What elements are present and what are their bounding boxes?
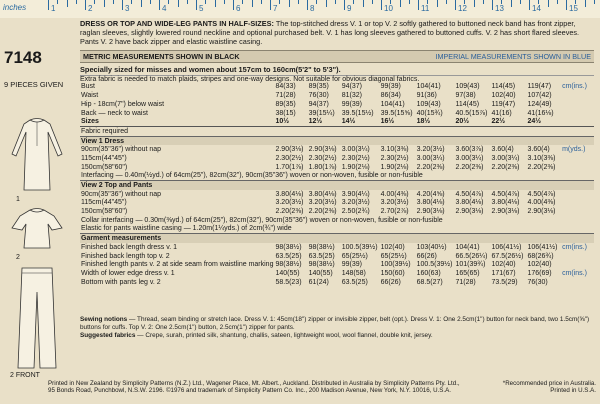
- figure-pants: [6, 264, 68, 374]
- table-cell: 3.60(4): [527, 146, 550, 154]
- ruler-minor-tick: [437, 0, 438, 7]
- ruler-minor-tick: [520, 0, 521, 4]
- description-body: The top-stitched dress V. 1 or top V. 2 softly gathered to buttoned neck band has front zipper, raglan sleeves, slightly lowered round neckline and optional purchased belt. V. 1 has long sleeves gathered to buttoned cuffs. V. 2 has short flared sleeves. Pants V. 2 have back zipper and elastic waistline casing.: [80, 19, 580, 47]
- unit-cell: [561, 91, 594, 100]
- view2-fabric-row: [80, 207, 594, 216]
- table-cell: 103(40½): [416, 243, 447, 251]
- table-cell: 40.5(15⅞): [455, 109, 488, 117]
- ruler-minor-tick: [557, 0, 558, 4]
- ruler-minor-tick: [215, 0, 216, 7]
- table-cell: 41(16⅛): [527, 109, 554, 117]
- ruler-minor-tick: [205, 0, 206, 4]
- body-measure-row: [80, 83, 594, 92]
- unit-cell: cm(ins.): [562, 83, 587, 91]
- table-cell: 106(41½): [491, 243, 522, 251]
- pattern-number: 7148: [4, 48, 42, 67]
- view2-elastic-text: Elastic for pants waistline casing — 1.20m(1¼yds.) of 2cm(¾") wide: [81, 225, 292, 233]
- row-label: Sizes: [80, 117, 274, 126]
- recommended-price: *Recommended price in Australia.: [502, 380, 596, 387]
- ruler-minor-tick: [585, 0, 586, 7]
- extra-fabric-note: Extra fabric is needed to match plaids, stripes and one-way designs. Not suitable for obvious diagonal fabrics.: [80, 75, 594, 83]
- unit-cell: [561, 278, 594, 287]
- table-cell: 2.20(2⅜): [455, 163, 484, 171]
- row-label: Finished back length top v. 2: [81, 252, 170, 260]
- table-cell: 100.5(39½): [416, 261, 453, 269]
- table-cell: 76(30): [308, 92, 329, 100]
- table-cell: 84(33): [275, 83, 296, 91]
- garment-heading: [80, 234, 594, 243]
- footer-line-1: Printed in New Zealand by Simplicity Patterns (N.Z.) Ltd., Wagener Place, Mt. Albert., Auckland. Distributed in Australia by Simplicity Patterns Pty. Ltd.,: [48, 380, 460, 387]
- table-cell: 67.5(26½): [491, 252, 524, 260]
- table-cell: 63.5(25): [275, 252, 302, 260]
- ruler-number: 10: [384, 4, 393, 13]
- row-label: Bust: [81, 83, 96, 91]
- unit-cell: [561, 117, 594, 126]
- ruler-minor-tick: [252, 0, 253, 7]
- ruler-minor-tick: [131, 0, 132, 4]
- suggested-fabrics: Suggested fabrics — Crepe, surah, printed silk, shantung, challis, sateen, lightweight wool, wool flannel, double knit, jersey.: [80, 332, 433, 339]
- view2-collar-text: Collar interfacing — 0.30m(⅜yd.) of 64cm(25"), 82cm(32"), 90cm(35"36") woven or non-woven, fusible or non-fusible: [81, 216, 443, 224]
- table-cell: 61(24): [308, 278, 329, 286]
- table-cell: 3.00(3¼): [491, 154, 520, 162]
- table-cell: 89(35): [308, 83, 329, 91]
- ruler-minor-tick: [400, 0, 401, 7]
- table-cell: 41(16): [491, 109, 512, 117]
- table-cell: 65(25½): [380, 252, 407, 260]
- description: [80, 19, 594, 47]
- table-cell: 81(32): [341, 92, 362, 100]
- table-cell: 4.50(4⅞): [491, 190, 520, 198]
- table-cell: 107(42): [527, 92, 552, 100]
- view2-elastic: [80, 225, 594, 234]
- footer-right: [503, 380, 596, 395]
- table-cell: 58.5(23): [275, 278, 302, 286]
- ruler-minor-tick: [141, 0, 142, 7]
- measurement-table: [80, 83, 594, 287]
- table-cell: 114(45): [491, 83, 516, 91]
- ruler-minor-tick: [298, 0, 299, 4]
- table-cell: 91(36): [416, 92, 437, 100]
- ruler-tick: [455, 0, 456, 10]
- ruler-minor-tick: [409, 0, 410, 4]
- table-cell: 98(38½): [308, 243, 335, 251]
- table-cell: 104(41): [416, 83, 441, 91]
- ruler-number: 6: [236, 4, 241, 13]
- pants-sketch-icon: [6, 264, 68, 374]
- table-cell: 165(65): [455, 269, 480, 277]
- table-cell: 3.60(4): [491, 146, 514, 154]
- ruler-minor-tick: [474, 0, 475, 7]
- table-cell: 3.20(3½): [275, 199, 304, 207]
- special-sizing: Specially sized for misses and women about 157cm to 160cm(5'2" to 5'3").: [80, 64, 341, 74]
- garment-row: [80, 260, 594, 269]
- figure-label-1: 1: [16, 196, 20, 203]
- publisher-footer: [48, 380, 596, 395]
- ruler-minor-tick: [353, 0, 354, 4]
- garment-heading-text: Garment measurements: [80, 234, 594, 243]
- main-content: [80, 19, 594, 286]
- ruler-minor-tick: [150, 0, 151, 4]
- table-cell: 2.20(2⅜): [416, 163, 445, 171]
- table-cell: 39.5(15½): [341, 109, 374, 117]
- view1-heading: [80, 136, 594, 145]
- table-cell: 38(15): [275, 109, 296, 117]
- ruler-tick: [270, 0, 271, 10]
- ruler-tick: [196, 0, 197, 10]
- table-cell: 66.5(26¼): [455, 252, 488, 260]
- table-cell: 140(55): [275, 269, 300, 277]
- ruler-minor-tick: [67, 0, 68, 7]
- view2-heading-text: View 2 Top and Pants: [80, 181, 594, 190]
- table-cell: 1.80(1⅞): [308, 163, 337, 171]
- notes-footer: [80, 316, 594, 340]
- table-cell: 68(26¾): [527, 252, 554, 260]
- view2-collar: [80, 216, 594, 225]
- ruler-minor-tick: [242, 0, 243, 4]
- ruler-minor-tick: [279, 0, 280, 4]
- table-cell: 2.30(2½): [380, 154, 409, 162]
- printed-in: Printed in U.S.A.: [550, 387, 596, 395]
- table-cell: 100(39½): [380, 261, 411, 269]
- table-cell: 102(40): [491, 92, 516, 100]
- table-cell: 14½: [341, 117, 380, 126]
- table-cell: 119(47): [491, 100, 516, 108]
- table-cell: 3.20(3½): [308, 199, 337, 207]
- table-cell: 124(49): [527, 100, 552, 108]
- table-cell: 3.20(3½): [341, 199, 370, 207]
- metric-bar: [80, 50, 594, 63]
- ruler-minor-tick: [57, 0, 58, 4]
- body-measure-row: [80, 109, 594, 118]
- row-label: Bottom with pants leg v. 2: [81, 278, 161, 286]
- ruler-minor-tick: [363, 0, 364, 7]
- table-cell: 1.90(2⅛): [380, 163, 409, 171]
- fabric-required-heading: [80, 127, 594, 137]
- unit-cell: [561, 260, 594, 269]
- table-cell: 3.90(4¼): [341, 190, 370, 198]
- table-cell: 119(47): [527, 83, 552, 91]
- view1-interfacing: [80, 171, 594, 180]
- view1-heading-text: View 1 Dress: [80, 136, 594, 145]
- view1-fabric-row: [80, 154, 594, 163]
- table-cell: 104(41): [380, 100, 405, 108]
- footer-line-2: 95 Bonds Road, Punchbowl, N.S.W. 2196. ©1976 and trademark of Simplicity Pattern Co. Inc., 200 Madison Avenue, New York, N.Y. 10016, U.S.A.: [48, 387, 451, 395]
- table-cell: 73.5(29): [491, 278, 518, 286]
- row-label: Finished back length dress v. 1: [81, 243, 177, 251]
- table-cell: 2.90(3⅛): [275, 146, 304, 154]
- row-label: 150cm(58"60"): [81, 163, 128, 171]
- table-cell: 4.00(4⅜): [527, 199, 556, 207]
- table-cell: 3.10(3⅜): [380, 146, 409, 154]
- table-cell: 20½: [455, 117, 491, 126]
- table-cell: 4.50(4⅞): [527, 190, 556, 198]
- ruler-tick: [566, 0, 567, 10]
- table-cell: 86(34): [380, 92, 401, 100]
- table-cell: 22½: [491, 117, 527, 126]
- left-column: [0, 18, 76, 378]
- ruler-minor-tick: [335, 0, 336, 4]
- ruler-number: 12: [458, 4, 467, 13]
- table-cell: 101(39¾): [455, 261, 486, 269]
- table-cell: 24½: [527, 117, 562, 126]
- dress-back-sketch-icon: [6, 116, 68, 194]
- metric-label: METRIC MEASUREMENTS SHOWN IN BLACK: [83, 51, 240, 61]
- unit-cell: [561, 207, 594, 216]
- unit-cell: [561, 252, 594, 261]
- ruler-number: 3: [125, 4, 130, 13]
- garment-row: [80, 278, 594, 287]
- row-label: 90cm(35"36") without nap: [81, 190, 162, 198]
- ruler-tick: [307, 0, 308, 10]
- ruler-minor-tick: [511, 0, 512, 7]
- table-cell: 40(15¾): [416, 109, 443, 117]
- table-cell: 3.10(3⅜): [527, 154, 556, 162]
- table-cell: 109(43): [416, 100, 441, 108]
- ruler-tick: [85, 0, 86, 10]
- table-cell: 3.80(4⅛): [455, 199, 484, 207]
- sewing-notions: Sewing notions — Thread, seam binding or stretch lace. Dress V. 1: 45cm(18") zipper or invisible zipper, belt (opt.). Dress V. 1: One 2.5cm(1") button for neck band, two 1.5cm(⅝") buttons for cuffs. Top V. 2: One 2.5cm(1") button, 2.5cm(1") zipper for pants.: [80, 316, 590, 331]
- table-cell: 89(35): [275, 100, 296, 108]
- garment-row: [80, 269, 594, 278]
- table-cell: 171(67): [491, 269, 516, 277]
- table-cell: 12½: [308, 117, 341, 126]
- table-cell: 1.70(1⅞): [275, 163, 304, 171]
- table-cell: 150(60): [380, 269, 405, 277]
- table-cell: 1.90(2⅛): [341, 163, 370, 171]
- imperial-label: IMPERIAL MEASUREMENTS SHOWN IN BLUE: [435, 51, 591, 61]
- table-cell: 102(40): [491, 261, 516, 269]
- table-cell: 3.60(3⅞): [455, 146, 484, 154]
- row-label: 115cm(44"45"): [81, 154, 127, 162]
- unit-cell: [561, 154, 594, 163]
- ruler-number: 5: [199, 4, 204, 13]
- table-cell: 39.5(15⅝): [380, 109, 413, 117]
- table-cell: 3.20(3½): [416, 146, 445, 154]
- row-label: Waist: [81, 92, 99, 100]
- unit-cell: [561, 163, 594, 172]
- table-cell: 39(15¼): [308, 109, 335, 117]
- table-cell: 99(39): [380, 83, 401, 91]
- table-cell: 63.5(25): [341, 278, 368, 286]
- fabric-required-heading-text: Fabric required: [81, 127, 129, 135]
- table-cell: 99(39): [341, 100, 362, 108]
- unit-cell: [561, 190, 594, 199]
- table-cell: 4.00(4⅜): [380, 190, 409, 198]
- ruler-minor-tick: [178, 0, 179, 7]
- row-label: Finished length pants v. 2 at side seam from waistline marking: [81, 261, 274, 269]
- ruler-label: inches: [3, 3, 27, 12]
- row-label: Hip - 18cm(7") below waist: [81, 100, 165, 108]
- figure-label-2-front: 2 FRONT: [10, 372, 40, 379]
- ruler-number: 2: [88, 4, 93, 13]
- unit-cell: m(yds.): [562, 146, 586, 154]
- view1-fabric-row: [80, 145, 594, 154]
- table-cell: 114(45): [455, 100, 480, 108]
- ruler-tick: [492, 0, 493, 10]
- ruler-minor-tick: [187, 0, 188, 4]
- body-measure-row: [80, 91, 594, 100]
- table-cell: 2.20(2⅜): [308, 208, 337, 216]
- table-cell: 66(26): [416, 252, 437, 260]
- table-cell: 71(28): [275, 92, 296, 100]
- ruler-minor-tick: [316, 0, 317, 4]
- ruler-tick: [122, 0, 123, 10]
- table-cell: 98(38½): [308, 261, 335, 269]
- ruler-minor-tick: [326, 0, 327, 7]
- ruler-minor-tick: [372, 0, 373, 4]
- ruler-minor-tick: [483, 0, 484, 4]
- table-cell: 2.20(2⅜): [527, 163, 556, 171]
- table-cell: 2.30(2½): [275, 154, 304, 162]
- ruler-number: 7: [273, 4, 278, 13]
- unit-cell: cm(ins.): [562, 243, 587, 251]
- table-cell: 2.30(2½): [341, 154, 370, 162]
- table-cell: 104(41): [455, 243, 480, 251]
- ruler-minor-tick: [104, 0, 105, 7]
- table-cell: 98(38½): [275, 261, 302, 269]
- table-cell: 100.5(39½): [341, 243, 378, 251]
- ruler-tick: [48, 0, 49, 10]
- view2-fabric-row: [80, 190, 594, 199]
- table-cell: 66(26): [380, 278, 401, 286]
- table-cell: 3.80(4⅛): [416, 199, 445, 207]
- figure-dress-back: [6, 116, 68, 194]
- table-cell: 94(37): [341, 83, 362, 91]
- ruler-number: 13: [495, 4, 504, 13]
- table-cell: 2.20(2⅜): [491, 163, 520, 171]
- unit-cell: [561, 109, 594, 118]
- table-cell: 2.90(3⅛): [491, 208, 520, 216]
- table-cell: 10½: [274, 117, 307, 126]
- table-cell: 71(28): [455, 278, 476, 286]
- table-cell: 2.20(2⅜): [275, 208, 304, 216]
- ruler-minor-tick: [224, 0, 225, 4]
- table-cell: 3.80(4⅛): [275, 190, 304, 198]
- table-cell: 3.20(3½): [380, 199, 409, 207]
- ruler-minor-tick: [446, 0, 447, 4]
- description-title: DRESS OR TOP AND WIDE-LEG PANTS IN HALF-SIZES:: [80, 19, 274, 28]
- ruler-number: 15: [569, 4, 578, 13]
- table-cell: 176(69): [527, 269, 552, 277]
- table-cell: 2.90(3⅛): [308, 146, 337, 154]
- table-cell: 18½: [416, 117, 455, 126]
- row-label: 150cm(58"60"): [81, 208, 128, 216]
- ruler-tick: [344, 0, 345, 10]
- ruler-number: 14: [532, 4, 541, 13]
- ruler-minor-tick: [261, 0, 262, 4]
- table-cell: 4.20(4⅝): [416, 190, 445, 198]
- garment-row: [80, 243, 594, 252]
- figure-top: [6, 206, 68, 252]
- table-cell: 2.70(2⅞): [380, 208, 409, 216]
- unit-cell: [561, 100, 594, 109]
- row-label: 115cm(44"45"): [81, 199, 127, 207]
- table-cell: 94(37): [308, 100, 329, 108]
- ruler-tick: [529, 0, 530, 10]
- ruler-minor-tick: [594, 0, 595, 4]
- ruler-minor-tick: [548, 0, 549, 7]
- pieces-given: 9 PIECES GIVEN: [4, 80, 64, 89]
- table-cell: 4.50(4⅞): [455, 190, 484, 198]
- table-cell: 102(40): [527, 261, 552, 269]
- table-cell: 3.00(3¼): [416, 154, 445, 162]
- unit-cell: [561, 199, 594, 208]
- ruler-tick: [233, 0, 234, 10]
- table-cell: 2.30(2½): [308, 154, 337, 162]
- top-sketch-icon: [6, 206, 68, 252]
- view1-fabric-row: [80, 163, 594, 172]
- table-cell: 65(25½): [341, 252, 368, 260]
- table-cell: 3.00(3¼): [341, 146, 370, 154]
- unit-cell: cm(ins.): [562, 269, 587, 277]
- table-cell: 2.90(3⅛): [416, 208, 445, 216]
- table-cell: 3.80(4⅛): [308, 190, 337, 198]
- table-cell: 148(58): [341, 269, 366, 277]
- ruler-number: 8: [310, 4, 315, 13]
- ruler-minor-tick: [168, 0, 169, 4]
- table-cell: 109(43): [455, 83, 480, 91]
- table-cell: 106(41½): [527, 243, 558, 251]
- table-cell: 98(38½): [275, 243, 302, 251]
- ruler-minor-tick: [289, 0, 290, 7]
- table-cell: 76(30): [527, 278, 548, 286]
- garment-row: [80, 252, 594, 261]
- ruler-number: 4: [162, 4, 167, 13]
- table-cell: 63.5(25): [308, 252, 335, 260]
- ruler-number: 11: [421, 4, 430, 13]
- table-cell: 3.00(3¼): [455, 154, 484, 162]
- ruler-number: 9: [347, 4, 352, 13]
- view2-heading: [80, 181, 594, 190]
- table-cell: 99(39): [341, 261, 362, 269]
- ruler-minor-tick: [94, 0, 95, 4]
- ruler-number: 1: [51, 4, 56, 13]
- table-cell: 3.80(4⅛): [491, 199, 520, 207]
- row-label: Back — neck to waist: [81, 109, 148, 117]
- row-label: 90cm(35"36") without nap: [81, 146, 162, 154]
- table-cell: 2.50(2¾): [341, 208, 370, 216]
- table-cell: 160(63): [416, 269, 441, 277]
- ruler-tick: [381, 0, 382, 10]
- sizes-row: [80, 117, 594, 126]
- table-cell: 2.90(3⅛): [455, 208, 484, 216]
- ruler-tick: [418, 0, 419, 10]
- table-cell: 16½: [380, 117, 416, 126]
- inch-ruler: [0, 0, 600, 19]
- table-cell: 68.5(27): [416, 278, 443, 286]
- row-label: Width of lower edge dress v. 1: [81, 269, 175, 277]
- table-cell: 140(55): [308, 269, 333, 277]
- ruler-tick: [159, 0, 160, 10]
- table-cell: 2.90(3⅛): [527, 208, 556, 216]
- figure-label-2: 2: [16, 254, 20, 261]
- body-measure-row: [80, 100, 594, 109]
- ruler-minor-tick: [113, 0, 114, 4]
- table-cell: 102(40): [380, 243, 405, 251]
- view1-interfacing-text: Interfacing — 0.40m(½yd.) of 64cm(25"), 82cm(32"), 90cm(35"36") woven or non-woven, fusible or non-fusible: [81, 172, 423, 180]
- ruler-minor-tick: [76, 0, 77, 4]
- view2-fabric-row: [80, 199, 594, 208]
- table-cell: 97(38): [455, 92, 476, 100]
